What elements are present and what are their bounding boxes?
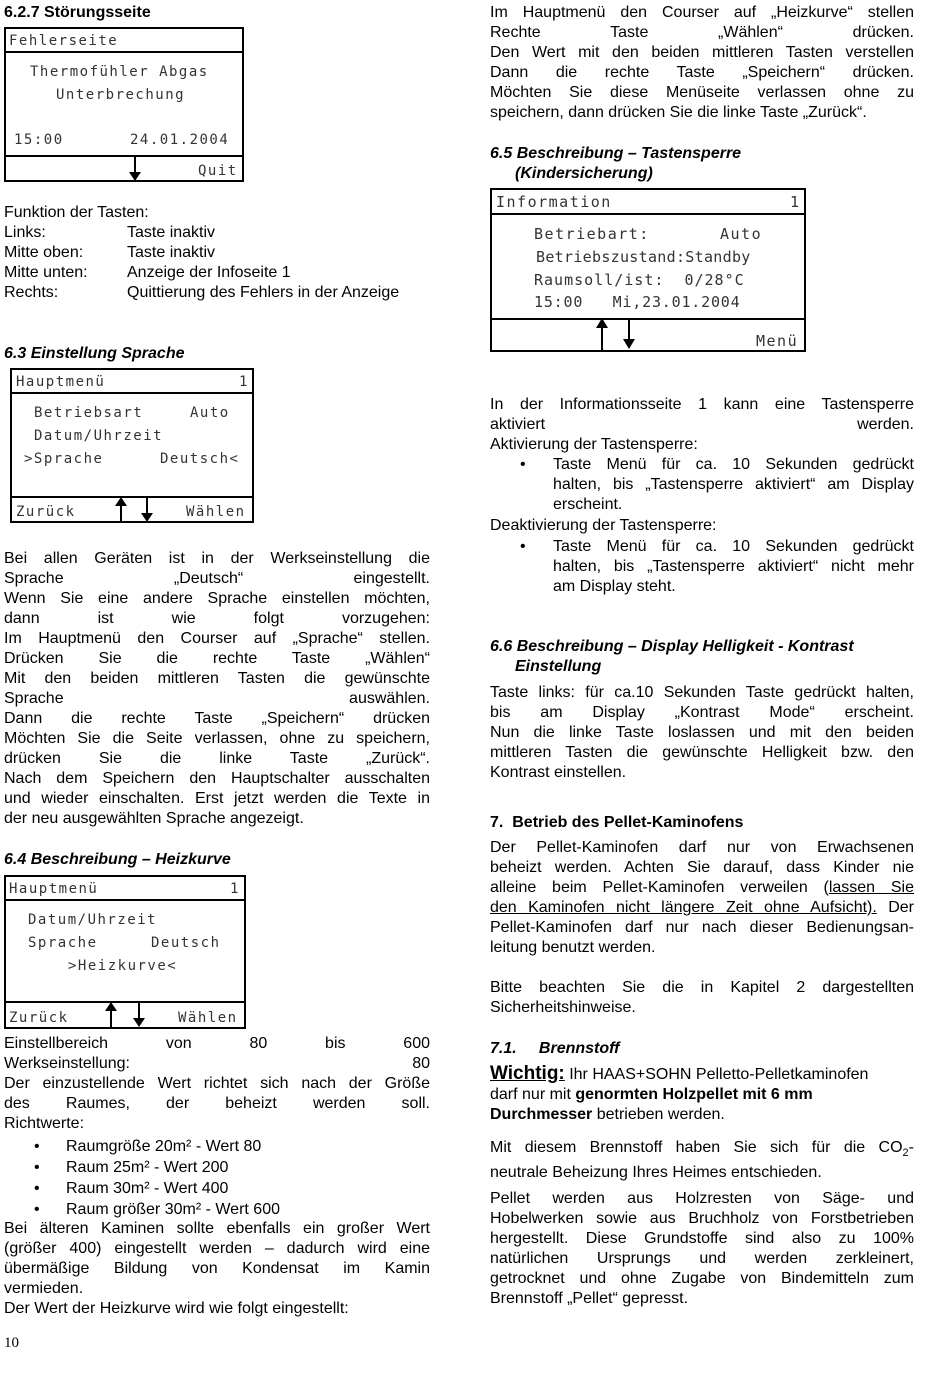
arrow-down-icon [132,1002,146,1028]
lcd-title: Information [496,193,612,211]
info-room-temperature: Raumsoll/ist: 0/28°C [534,271,745,289]
section-subtitle-6-6: Einstellung [515,658,602,675]
quit-button[interactable]: Quit [198,163,238,179]
key-label: Links: [4,224,46,241]
key-label: Rechts: [4,284,59,301]
key-lock-activation: • Taste Menü für ca. 10 Sekunden gedrückt halten, bis „Tastensperre aktiviert“ am Display erscheint. [520,456,914,513]
brightness-instructions: Taste links: für ca.10 Sekunden Taste gedrückt halten, bis am Display „Kontrast Mode“ erscheint. Nun die linke Taste loslassen und mit den beiden mittleren Tasten die gewünschte Helligkeit bzw. den Kontrast einstellen. [490,684,914,781]
lcd-error-page [4,27,244,182]
section-title-6-5: 6.5 Beschreibung – Tastensperre [490,145,742,162]
menu-item-language: >Sprache [24,451,104,467]
lcd-line: Unterbrechung [56,87,186,103]
keys-intro: Funktion der Tasten: [4,204,149,221]
section-title-7-1: 7.1. Brennstoff [490,1040,620,1057]
section-title-6-2-7: 6.2.7 Störungsseite [4,4,151,21]
lcd-date: 24.01.2004 [130,132,230,148]
lcd-page-number: 1 [239,374,249,390]
arrow-down-icon [128,155,142,182]
menu-item-operating-mode: Betriebsart [34,405,144,421]
key-label: Mitte oben: [4,244,84,261]
guideline-values-list [4,1136,430,1220]
lcd-page-number: 1 [790,193,801,211]
key-value: Quittierung des Fehlers in der Anzeige [127,284,400,301]
co2-paragraph: Mit diesem Brennstoff haben Sie sich für die $CO_2-$ neutrale Beheizung Ihres Heimes entschieden. [490,1139,914,1182]
menu-item-datetime: Datum/Uhrzeit [34,428,164,444]
key-lock-deactivation: • Taste Menü für ca. 10 Sekunden gedrückt halten, bis „Tastensperre aktiviert“ nicht mehr am Display steht. [520,538,914,595]
key-value: Taste inaktiv [127,244,216,261]
lcd-time: 15:00 [14,132,64,148]
key-lock-deactivation-label: Deaktivierung der Tastensperre: [490,517,717,534]
select-button[interactable]: Wählen [186,504,246,520]
arrow-down-icon [622,318,636,350]
safety-note: Bitte beachten Sie die in Kapitel 2 dargestellten Sicherheitshinweise. [490,979,914,1016]
back-button[interactable]: Zurück [9,1010,69,1026]
key-value: Anzeige der Infoseite 1 [127,264,291,281]
back-button[interactable]: Zurück [16,504,76,520]
info-operating-state: Betriebszustand:Standby [536,248,751,266]
lcd-heating-curve-menu [4,875,246,1029]
list-item: • Raumgröße 20m² - Wert 80 [34,1138,262,1155]
heating-curve-info: Einstellbereich von 80 bis 600 Werkseinstellung: 80 Der einzustellende Wert richtet sich nach der Größe des Raumes, der beheizt werden soll. Richtwerte: [4,1035,430,1132]
menu-value: Auto [190,405,230,421]
key-lock-intro: In der Informationsseite 1 kann eine Tastensperre aktiviert werden. Aktivierung der Tastensperre: [490,396,914,453]
section-title-6-4: 6.4 Beschreibung – Heizkurve [4,851,231,868]
key-value: Taste inaktiv [127,224,216,241]
list-item: • Raum 30m² - Wert 400 [34,1180,229,1197]
menu-item-language: Sprache [28,935,98,951]
menu-value: Deutsch< [160,451,240,467]
lcd-line: Thermofühler Abgas [30,64,209,80]
menu-item-heating-curve: >Heizkurve< [68,958,178,974]
select-button[interactable]: Wählen [178,1010,238,1026]
pellet-paragraph: Pellet werden aus Holzresten von Säge- und Hobelwerken sowie aus Bruchholz von Forstbetrieben hergestellt. Diese Grundstoffe sind also zu 100% natürlichen Ursprungs und werden zerkleinert, getrocknet und ohne Zugabe von Bindemitteln zum Brennstoff „Pellet“ gepresst. [490,1190,914,1307]
lcd-title: Hauptmenü [9,881,99,897]
section-title-7: 7. Betrieb des Pellet-Kaminofens [490,814,744,831]
lcd-title: Hauptmenü [16,374,106,390]
menu-button[interactable]: Menü [756,332,799,350]
lcd-language-menu [10,368,254,523]
menu-value: Deutsch [151,935,221,951]
key-label: Mitte unten: [4,264,88,281]
heating-curve-steps: Im Hauptmenü den Courser auf „Heizkurve“ stellen Rechte Taste „Wählen“ drücken. Den Wert mit den beiden mittleren Tasten verstellen Dann die rechte Taste „Speichern“ drücken. Möchten Sie diese Menüseite verlassen ohne zu speichern, dann drücken Sie die linke Taste „Zurück“. [490,4,914,121]
section-title-6-6: 6.6 Beschreibung – Display Helligkeit - Kontrast [490,638,854,655]
list-item: • Raum größer 30m² - Wert 600 [34,1201,280,1218]
list-item: • Raum 25m² - Wert 200 [34,1159,229,1176]
operation-paragraph: Der Pellet-Kaminofen darf nur von Erwachsenen beheizt werden. Achten Sie darauf, dass Kinder nie alleine beim Pellet-Kaminofen verweilen (lassen Sie den Kaminofen nicht längere Zeit ohne Aufsicht). Der Pellet-Kaminofen darf nur nach dieser Bedienungsan- leitung benutzt werden. [490,839,914,956]
info-operating-mode-value: Auto [720,225,763,243]
arrow-up-icon [114,497,128,523]
page-number: 10 [4,1335,19,1351]
lcd-title: Fehlerseite [9,33,119,49]
important-note: Wichtig: Ihr HAAS+SOHN Pelletto-Pelletkaminofen darf nur mit genormten Holzpellet mit 6 mm Durchmesser betrieben werden. [490,1063,869,1123]
arrow-up-icon [104,1002,118,1028]
section-subtitle-6-5: (Kindersicherung) [515,165,653,182]
arrow-up-icon [595,318,609,350]
key-function-list [4,223,430,305]
section-title-6-3: 6.3 Einstellung Sprache [4,345,185,362]
language-instructions: Bei allen Geräten ist in der Werkseinstellung die Sprache „Deutsch“ eingestellt. Wenn Sie eine andere Sprache einstellen möchten, dann ist wie folgt vorzugehen: Im Hauptmenü den Courser auf „Sprache“ stellen. Drücken Sie die rechte Taste „Wählen“ Mit den beiden mittleren Tasten die gewünschte Sprache auswählen. Dann die rechte Taste „Speichern“ drücken Möchten Sie die Seite verlassen, ohne zu speichern, drücken Sie die linke Taste „Zurück“. Nach dem Speichern den Hauptschalter ausschalten und wieder einschalten. Erst jetzt werden die Texte in der neu ausgewählten Sprache angezeigt. [4,550,430,827]
lcd-information-page [490,188,806,352]
menu-item-datetime: Datum/Uhrzeit [28,912,158,928]
arrow-down-icon [140,497,154,523]
info-operating-mode-label: Betriebart: [534,225,650,243]
info-datetime: 15:00 Mi,23.01.2004 [534,293,741,311]
heating-curve-notes: Bei älteren Kaminen sollte ebenfalls ein großer Wert (größer 400) eingestellt werden – dadurch wird eine übermäßige Bildung von Kondensat im Kamin vermieden. Der Wert der Heizkurve wird wie folgt eingestellt: [4,1220,430,1317]
lcd-page-number: 1 [230,881,240,897]
